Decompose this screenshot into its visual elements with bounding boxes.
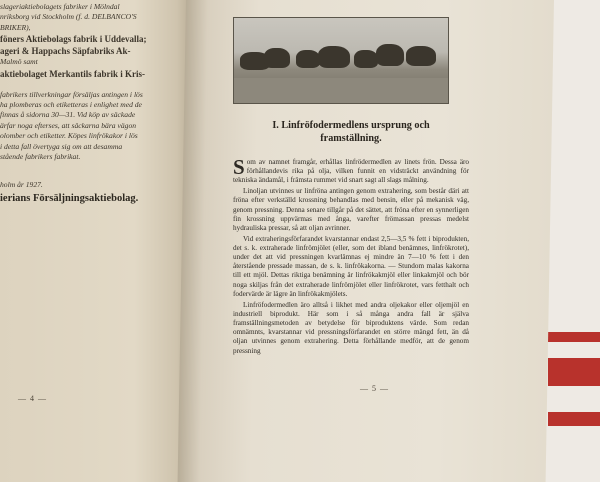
- left-para-line: ha plomberas och etiketteras i enlighet med de: [0, 100, 142, 110]
- body-paragraph: Linfröfodermedlen äro alltså i likhet med andra oljekakor eller oljemjöl en industriell biprodukt. Här som i så många andra fall är själva framställningsmetoden av betydelse för biproduktens värde. Som redan omnämnts, kvarstannar vid pressningsförfarandet en större mängd fett, än då oljan utvinnes genom extrahering. Detta förhållande medför, att de genom pressning: [233, 300, 469, 355]
- horses-photo: [233, 17, 449, 104]
- left-para-line: fabrikers tillverkningar försäljas antingen i lös: [0, 89, 143, 99]
- tablecloth-stripe: [548, 412, 600, 426]
- left-line: Malmö samt: [0, 57, 38, 67]
- left-para-line: i detta fall övertyga sig om att desamma: [0, 141, 123, 151]
- horse-figure: [406, 46, 436, 66]
- left-bold-line: aktiebolaget Merkantils fabrik i Kris-: [0, 68, 145, 79]
- chapter-title-line: I. Linfröfodermedlens ursprung och: [272, 120, 430, 131]
- left-bold-line: ageri & Happachs Säpfabriks Ak-: [0, 46, 131, 57]
- tablecloth-stripe: [548, 358, 600, 386]
- left-para-line: olomber och etiketter. Köpes linfrökakor i lös: [0, 131, 138, 141]
- left-page: [0, 0, 192, 482]
- left-line: BRIKER),: [0, 22, 31, 32]
- left-line: nriksborg vid Stockholm (f. d. DELBANCO'S: [0, 12, 137, 22]
- left-signature-date: holm år 1927.: [0, 180, 43, 189]
- body-paragraph: Linoljan utvinnes ur linfröna antingen genom extrahering, som består däri att fröna efter verkställd krossning behandlas med bensin, eller på mekanisk väg, genom pressning. Denna senare tillgår på det sättet, att fröna efter en synnerligen fin krossning uppvärmas med ånga, varefter frömassan pressas medelst hydrauliska pressar, så att oljan avrinner.: [233, 187, 469, 232]
- horse-figure: [318, 46, 350, 68]
- chapter-body: [233, 155, 469, 357]
- left-para-line: finnas å sidorna 30—31. Vid köp av säckade: [0, 110, 136, 120]
- left-bold-line: föners Aktiebolags fabrik i Uddevalla;: [0, 34, 147, 45]
- photo-ground: [234, 78, 448, 103]
- left-page-text: [0, 2, 192, 162]
- left-para-line: stående fabrikers fabrikat.: [0, 152, 81, 162]
- horse-figure: [264, 48, 290, 68]
- drop-cap: S: [233, 155, 245, 179]
- tablecloth-stripe: [548, 332, 600, 342]
- horse-figure: [354, 50, 378, 68]
- left-company-name: ierians Försäljningsaktiebolag.: [0, 193, 139, 204]
- left-page-number: — 4 —: [18, 394, 47, 403]
- right-page-number: — 5 —: [360, 384, 389, 393]
- left-line: slageriaktiebolagets fabriker i Mölndal: [0, 2, 120, 11]
- chapter-title: [246, 119, 456, 145]
- body-paragraph: Vid extraheringsförfarandet kvarstannar endast 2,5—3,5 % fett i biprodukten, det s. k. extraherade linfrömjölet (eller, som det ibland benämnes, linfrökrotet), under det att vid pressningen kvarlämnas ej mindre än 7—10 % fett i den återstående pressade massan, de s. k. linfrökakorna. — Stundom malas kakorna till ett mjöl. Dettas riktiga benämning är linfrökakmjöl eller linkakmjöl och bör noga skiljas från det extraherade linfrömjölet eller linfrökrotet, vars fetthalt och fodervärde är lägre än linfrökakmjölets.: [233, 234, 469, 298]
- body-paragraph: om av namnet framgår, erhållas linfrödermedlen av linets frön. Dessa äro förhållandevis rika på olja, vilken funnit en vidsträckt användning för tekniska ändamål, i främsta rummet vid snart sagt all slags målning.: [233, 158, 469, 185]
- chapter-title-line: framställning.: [320, 133, 382, 144]
- horse-figure: [376, 44, 404, 66]
- left-para-line: ärfar noga efterses, att säckarna bära vägon: [0, 120, 137, 130]
- horse-figure: [296, 50, 320, 68]
